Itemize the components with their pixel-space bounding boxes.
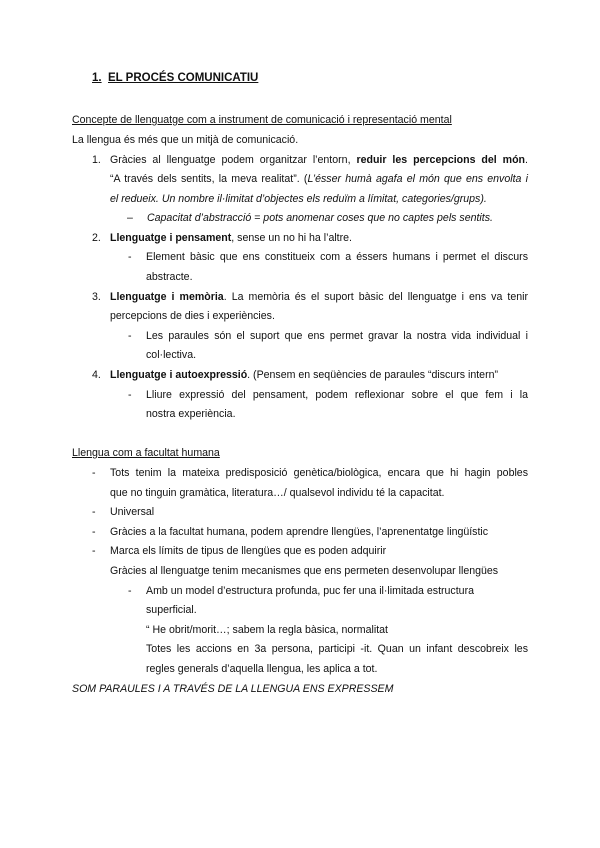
item-text-line: percepcions de dies i experiències. — [110, 310, 275, 322]
title-number: 1. — [92, 72, 102, 84]
item-text-part: Gràcies al llenguatge podem organitzar l’entorn, — [110, 154, 357, 166]
bullet-text: que no tinguin gramàtica, literatura…/ qualsevol individu té la capacitat. — [110, 487, 445, 499]
item-number: 3. — [92, 291, 101, 303]
item-text-bold: reduir les percepcions del món — [356, 154, 526, 166]
closing-statement — [72, 683, 393, 696]
sub-bullet-text: superficial. — [146, 604, 197, 616]
page-title: EL PROCÉS COMUNICATIU — [108, 72, 259, 84]
section-intro: La llengua és més que un mitjà de comunicació. — [72, 134, 299, 146]
dash-bullet: - — [128, 389, 132, 401]
section-heading-2: Llengua com a facultat humana — [72, 447, 220, 459]
item-number: 4. — [92, 369, 101, 381]
item-text-part: . La memòria és el suport bàsic del llenguatge i ens va tenir — [223, 291, 529, 303]
dash-bullet: - — [128, 585, 132, 597]
bullet-text: Universal — [110, 506, 155, 518]
dash-bullet: - — [128, 330, 132, 342]
paragraph-text: Gràcies al llenguatge tenim mecanismes que ens permeten desenvolupar llengües — [110, 565, 499, 577]
item-text-italic-line — [110, 193, 487, 206]
sub-item-text: Lliure expressió del pensament, podem reflexionar sobre el que fem i la — [146, 389, 528, 401]
bullet-text: Gràcies a la facultat humana, podem aprendre llengües, l’aprenentatge lingüístic — [110, 526, 489, 538]
dash-bullet: - — [92, 467, 96, 479]
bullet-text: Marca els límits de tipus de llengües que es poden adquirir — [110, 545, 387, 557]
item-number: 1. — [92, 154, 101, 166]
item-text-part: . (Pensem en seqüències de paraules “discurs intern” — [247, 369, 499, 381]
item-text-part: “A través dels sentits, la meva realitat”. ( — [110, 173, 308, 185]
item-text-part: , sense un no hi ha l’altre. — [231, 232, 352, 244]
dash-bullet: - — [92, 545, 96, 557]
item-number: 2. — [92, 232, 101, 244]
item-text-bold: Llenguatge i autoexpressió — [110, 369, 248, 381]
sub-bullet-text: Totes les accions en 3a persona, participi -it. Quan un infant descobreix les — [146, 643, 528, 655]
item-text-bold: Llenguatge i memòria — [110, 291, 224, 303]
dash-bullet: – — [127, 212, 133, 224]
item-text-line — [110, 173, 528, 186]
dash-bullet: - — [128, 251, 132, 263]
item-text-italic: L’ésser humà agafa el món que ens envolta i — [307, 173, 528, 185]
sub-bullet-text: “ He obrit/morit…; sabem la regla bàsica, normalitat — [146, 624, 388, 636]
sub-item-text: Element bàsic que ens constitueix com a éssers humans i permet el discurs — [146, 251, 528, 263]
sub-item-text: col·lectiva. — [146, 349, 197, 361]
sub-item-text: abstracte. — [146, 271, 193, 283]
item-text — [110, 369, 498, 382]
item-text-bold: Llenguatge i pensament — [110, 232, 232, 244]
item-text — [110, 232, 352, 245]
closing-italic: SOM PARAULES I A TRAVÉS DE LA LLENGUA ENS EXPRESSEM — [72, 683, 394, 695]
sub-item-text — [147, 212, 493, 225]
bullet-text: Tots tenim la mateixa predisposició genètica/biològica, encara que hi hagin pobles — [110, 467, 528, 479]
section-heading-1: Concepte de llenguatge com a instrument de comunicació i representació mental — [72, 114, 452, 126]
sub-bullet-text: regles generals d’aquella llengua, les aplica a tot. — [146, 663, 378, 675]
dash-bullet: - — [92, 506, 96, 518]
dash-bullet: - — [92, 526, 96, 538]
item-text — [110, 154, 528, 167]
sub-item-text: Les paraules són el suport que ens permet gravar la nostra vida individual i — [146, 330, 528, 342]
item-text-italic: el redueix. Un nombre il·limitat d’objectes els reduïm a límitat, categories/grups). — [110, 193, 487, 205]
sub-bullet-text: Amb un model d’estructura profunda, puc fer una il·limitada estructura — [146, 585, 474, 597]
item-text-part: . — [525, 154, 528, 166]
sub-item-italic: Capacitat d’abstracció = pots anomenar coses que no captes pels sentits. — [147, 212, 493, 224]
item-text — [110, 291, 528, 304]
sub-item-text: nostra experiència. — [146, 408, 236, 420]
